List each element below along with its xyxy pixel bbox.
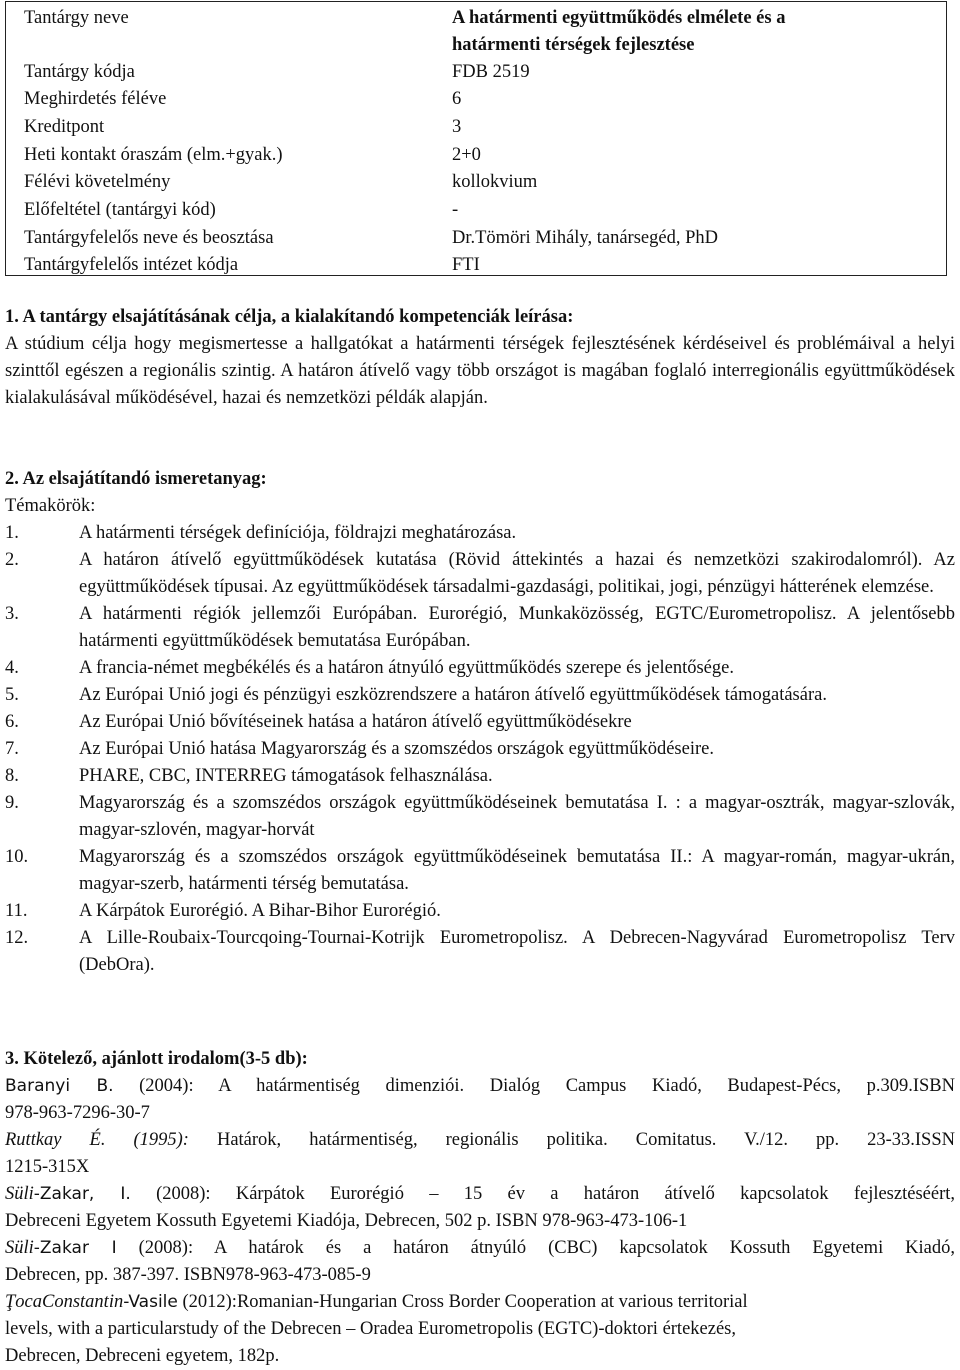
list-item xyxy=(5,520,955,547)
list-item xyxy=(5,925,955,979)
list-item xyxy=(5,790,955,844)
section-1-heading: 1. A tantárgy elsajátításának célja, a kialakítandó kompetenciák leírása: xyxy=(5,307,574,327)
list-item-text: Magyarország és a szomszédos országok együttműködéseinek bemutatása I. : a magyar-osztrák, magyar-szlovák, magyar-szlovén, magyar-horvát xyxy=(79,793,955,840)
info-row-code xyxy=(24,59,942,86)
reference-text: Határok, határmentiség, regionális politika. Comitatus. V./12. pp. 23-33.ISSN xyxy=(188,1130,955,1150)
info-label: Félévi követelmény xyxy=(24,172,171,192)
course-info-table xyxy=(5,1,947,276)
list-item-text: Az Európai Unió bővítéseinek hatása a határon átívelő együttműködésekre xyxy=(79,712,632,732)
section-3-heading: 3. Kötelező, ajánlott irodalom(3-5 db): xyxy=(5,1049,308,1069)
list-item-number: 2. xyxy=(5,550,19,570)
info-label: Heti kontakt óraszám (elm.+gyak.) xyxy=(24,145,283,165)
list-item-text: PHARE, CBC, INTERREG támogatások felhasználása. xyxy=(79,766,493,786)
info-value: 6 xyxy=(452,89,462,109)
list-item-number: 10. xyxy=(5,847,29,867)
info-row-prerequisite xyxy=(24,197,942,224)
reference-author: Baranyi B. xyxy=(5,1076,114,1096)
reference-author: ŢocaConstantin xyxy=(5,1292,124,1312)
section-2-heading: 2. Az elsajátítandó ismeretanyag: xyxy=(5,469,267,489)
info-row-institute xyxy=(24,252,942,279)
reference-text: (2008): Kárpátok Eurorégió – 15 év a határon átívelő kapcsolatok fejlesztéséért, xyxy=(130,1184,955,1204)
info-value: Dr.Tömöri Mihály, tanársegéd, PhD xyxy=(452,228,718,248)
reference-text: (2008): A határok és a határon átnyúló (CBC) kapcsolatok Kossuth Egyetemi Kiadó, xyxy=(116,1238,955,1258)
info-value: 3 xyxy=(452,117,462,137)
reference-text-cont: 978-963-7296-30-7 xyxy=(5,1103,150,1123)
list-item-number: 1. xyxy=(5,523,19,543)
list-item-text: Az Európai Unió hatása Magyarország és a szomszédos országok együttműködéseire. xyxy=(79,739,714,759)
list-item-number: 8. xyxy=(5,766,19,786)
reference-item xyxy=(5,1235,955,1289)
list-item-number: 5. xyxy=(5,685,19,705)
info-label: Tantárgyfelelős intézet kódja xyxy=(24,255,239,275)
list-item-number: 9. xyxy=(5,793,19,813)
reference-author: Ruttkay É. (1995): xyxy=(5,1130,189,1150)
reference-author-suffix: -Zakar I xyxy=(33,1238,117,1258)
info-label: Meghirdetés féléve xyxy=(24,89,167,109)
section-1 xyxy=(5,304,955,412)
list-item-text: A határmenti térségek definíciója, földrajzi meghatározása. xyxy=(79,523,517,543)
list-item xyxy=(5,763,955,790)
info-value: FDB 2519 xyxy=(452,62,530,82)
list-item xyxy=(5,898,955,925)
list-item-number: 7. xyxy=(5,739,19,759)
list-item-text: A Lille-Roubaix-Tourcqoing-Tournai-Kotrijk Eurometropolisz. A Debrecen-Nagyvárad Eurometropolisz Terv (DebOra). xyxy=(79,928,955,975)
info-label: Tantárgyfelelős neve és beosztása xyxy=(24,228,274,248)
list-item-text: Az Európai Unió jogi és pénzügyi eszközrendszere a határon átívelő együttműködések támogatására. xyxy=(79,685,827,705)
reference-text-cont: levels, with a particularstudy of the Debrecen – Oradea Eurometropolis (EGTC)-doktori értekezés, xyxy=(5,1319,736,1339)
topic-list xyxy=(5,520,955,979)
list-item-text: Magyarország és a szomszédos országok együttműködéseinek bemutatása II.: A magyar-román, magyar-ukrán, magyar-szerb, határmenti térség bemutatása. xyxy=(79,847,955,894)
info-row-credit xyxy=(24,114,942,141)
list-item-text: A határmenti régiók jellemzői Európában. Eurorégió, Munkaközösség, EGTC/Eurometropolisz. A jelentősebb határmenti együttműködések bemutatása Európában. xyxy=(79,604,955,651)
reference-text-cont: Debrecen, pp. 387-397. ISBN978-963-473-085-9 xyxy=(5,1265,371,1285)
reference-item xyxy=(5,1127,955,1181)
list-item-number: 6. xyxy=(5,712,19,732)
reference-text: (2012):Romanian-Hungarian Cross Border Cooperation at various territorial xyxy=(177,1292,748,1312)
list-item xyxy=(5,601,955,655)
info-value: kollokvium xyxy=(452,172,538,192)
reference-text: (2004): A határmentiség dimenziói. Dialóg Campus Kiadó, Budapest-Pécs, p.309.ISBN xyxy=(113,1076,955,1096)
section-3 xyxy=(5,1046,955,1073)
info-row-hours xyxy=(24,142,942,169)
reference-item xyxy=(5,1181,955,1235)
course-title: A határmenti együttműködés elmélete és a határmenti térségek fejlesztése xyxy=(452,8,786,55)
list-item-text: A Kárpátok Eurorégió. A Bihar-Bihor Eurorégió. xyxy=(79,901,441,921)
list-item-text: A francia-német megbékélés és a határon átnyúló együttműködés szerepe és jelentősége. xyxy=(79,658,734,678)
info-row-responsible xyxy=(24,225,942,252)
info-label: Tantárgy neve xyxy=(24,8,129,28)
list-item xyxy=(5,736,955,763)
reference-item xyxy=(5,1073,955,1127)
list-item-number: 12. xyxy=(5,928,29,948)
info-value: - xyxy=(452,200,459,220)
section-2 xyxy=(5,466,955,979)
section-2-subheading: Témakörök: xyxy=(5,496,96,516)
list-item-number: 4. xyxy=(5,658,19,678)
reference-item xyxy=(5,1289,955,1370)
info-value: FTI xyxy=(452,255,480,275)
list-item xyxy=(5,655,955,682)
info-row-requirement xyxy=(24,169,942,196)
reference-author-suffix: -Zakar, I. xyxy=(33,1184,131,1204)
list-item xyxy=(5,547,955,601)
section-1-body: A stúdium célja hogy megismertesse a hallgatókat a határmenti térségek fejlesztésének kérdéseivel és problémáival a helyi szinttől egészen a regionális szintig. A határon átívelő vagy több országot is magában foglaló interregionális együttműködések kialakulásával működésével, hazai és nemzetközi példák alapján. xyxy=(5,334,955,408)
list-item xyxy=(5,844,955,898)
info-label: Előfeltétel (tantárgyi kód) xyxy=(24,200,216,220)
list-item xyxy=(5,709,955,736)
reference-author-suffix: -Vasile xyxy=(123,1292,178,1312)
info-value: 2+0 xyxy=(452,145,481,165)
info-label: Tantárgy kódja xyxy=(24,62,135,82)
list-item-number: 11. xyxy=(5,901,28,921)
info-row-semester xyxy=(24,86,942,113)
reference-text-cont: 1215-315X xyxy=(5,1157,90,1177)
info-label: Kreditpont xyxy=(24,117,105,137)
reference-text-cont: Debreceni Egyetem Kossuth Egyetemi Kiadója, Debrecen, 502 p. ISBN 978-963-473-106-1 xyxy=(5,1211,688,1231)
reference-author: Süli xyxy=(5,1238,34,1258)
list-item-text: A határon átívelő együttműködések kutatása (Rövid áttekintés a hazai és nemzetközi szakirodalomról). Az együttműködések típusai. Az együttműködések társadalmi-gazdasági, politikai, jogi, pénzügyi hátterének elemzése. xyxy=(79,550,955,597)
list-item xyxy=(5,682,955,709)
list-item-number: 3. xyxy=(5,604,19,624)
reference-author: Süli xyxy=(5,1184,34,1204)
reference-text-cont: Debrecen, Debreceni egyetem, 182p. xyxy=(5,1346,280,1366)
